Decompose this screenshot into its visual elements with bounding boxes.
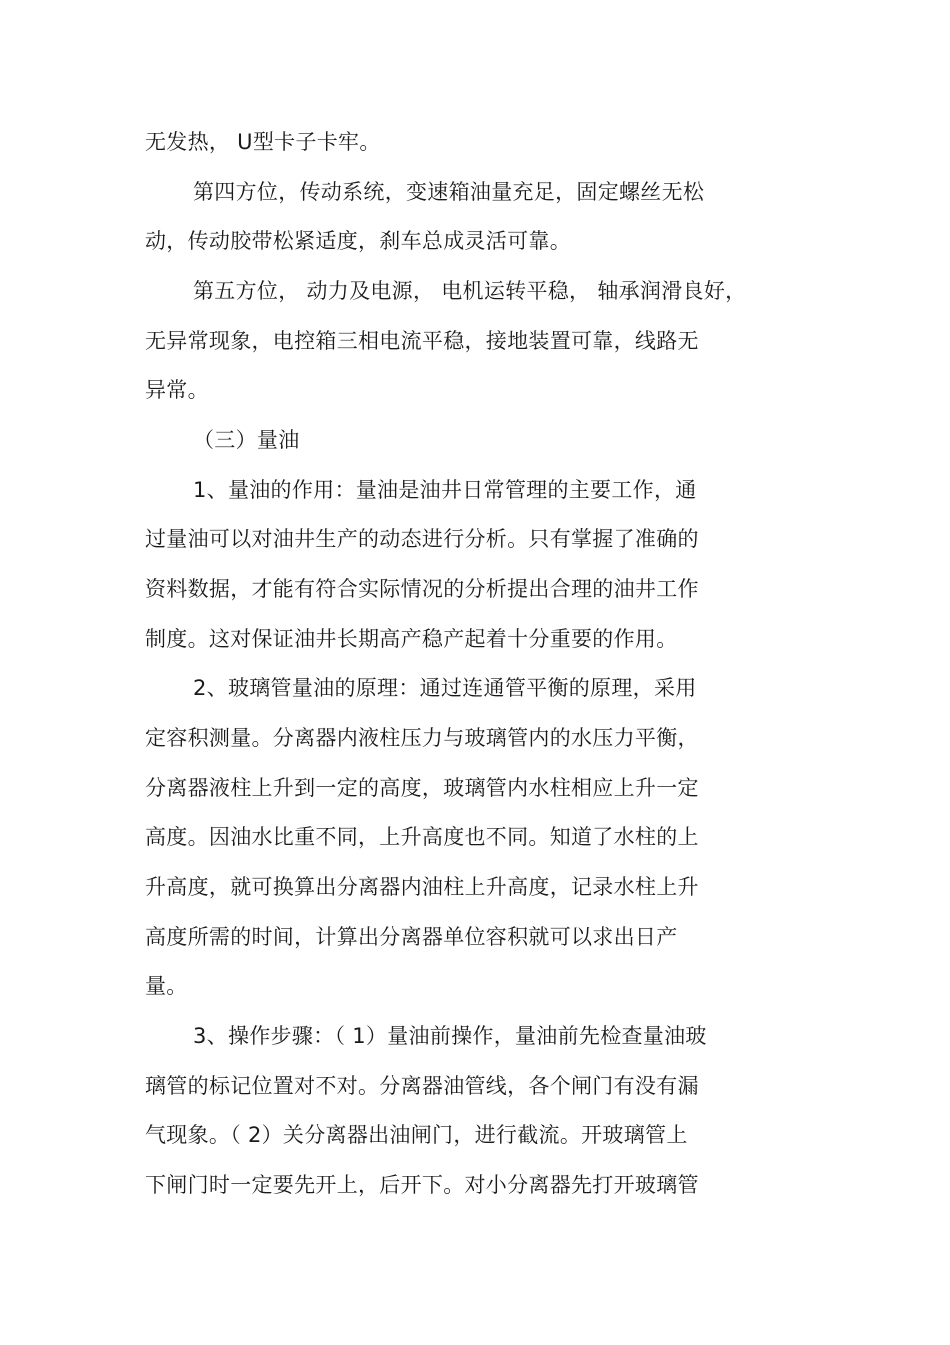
text-line: 分离器液柱上升到一定的高度，玻璃管内水柱相应上升一定 bbox=[145, 776, 699, 800]
text-line: 下闸门时一定要先开上，后开下。对小分离器先打开玻璃管 bbox=[145, 1173, 699, 1197]
paragraph-first-line: 第四方位，传动系统，变速箱油量充足，固定螺丝无松 bbox=[193, 180, 705, 204]
paragraph-first-line: 2、玻璃管量油的原理：通过连通管平衡的原理，采用 bbox=[193, 676, 697, 700]
text-line: 无发热， U型卡子卡牢。 bbox=[145, 130, 381, 154]
text-line: 高度所需的时间，计算出分离器单位容积就可以求出日产 bbox=[145, 925, 678, 949]
section-heading: （三）量油 bbox=[193, 428, 300, 452]
text-line: 量。 bbox=[145, 974, 188, 998]
text-line: 制度。这对保证油井长期高产稳产起着十分重要的作用。 bbox=[145, 627, 678, 651]
paragraph-first-line: 1、量油的作用：量油是油井日常管理的主要工作，通 bbox=[193, 478, 697, 502]
text-line: 动，传动胶带松紧适度，刹车总成灵活可靠。 bbox=[145, 229, 571, 253]
text-line: 璃管的标记位置对不对。分离器油管线，各个闸门有没有漏 bbox=[145, 1074, 699, 1098]
text-line: 气现象。（ 2）关分离器出油闸门，进行截流。开玻璃管上 bbox=[145, 1123, 688, 1147]
text-line: 异常。 bbox=[145, 378, 209, 402]
text-line: 定容积测量。分离器内液柱压力与玻璃管内的水压力平衡， bbox=[145, 726, 699, 750]
text-line: 升高度，就可换算出分离器内油柱上升高度，记录水柱上升 bbox=[145, 875, 699, 899]
text-line: 资料数据，才能有符合实际情况的分析提出合理的油井工作 bbox=[145, 577, 699, 601]
text-line: 无异常现象，电控箱三相电流平稳，接地装置可靠，线路无 bbox=[145, 329, 699, 353]
paragraph-first-line: 3、操作步骤：（ 1）量油前操作，量油前先检查量油玻 bbox=[193, 1024, 707, 1048]
paragraph-first-line: 第五方位， 动力及电源， 电机运转平稳， 轴承润滑良好， bbox=[193, 279, 747, 303]
text-line: 过量油可以对油井生产的动态进行分析。只有掌握了准确的 bbox=[145, 527, 699, 551]
text-line: 高度。因油水比重不同，上升高度也不同。知道了水柱的上 bbox=[145, 825, 699, 849]
